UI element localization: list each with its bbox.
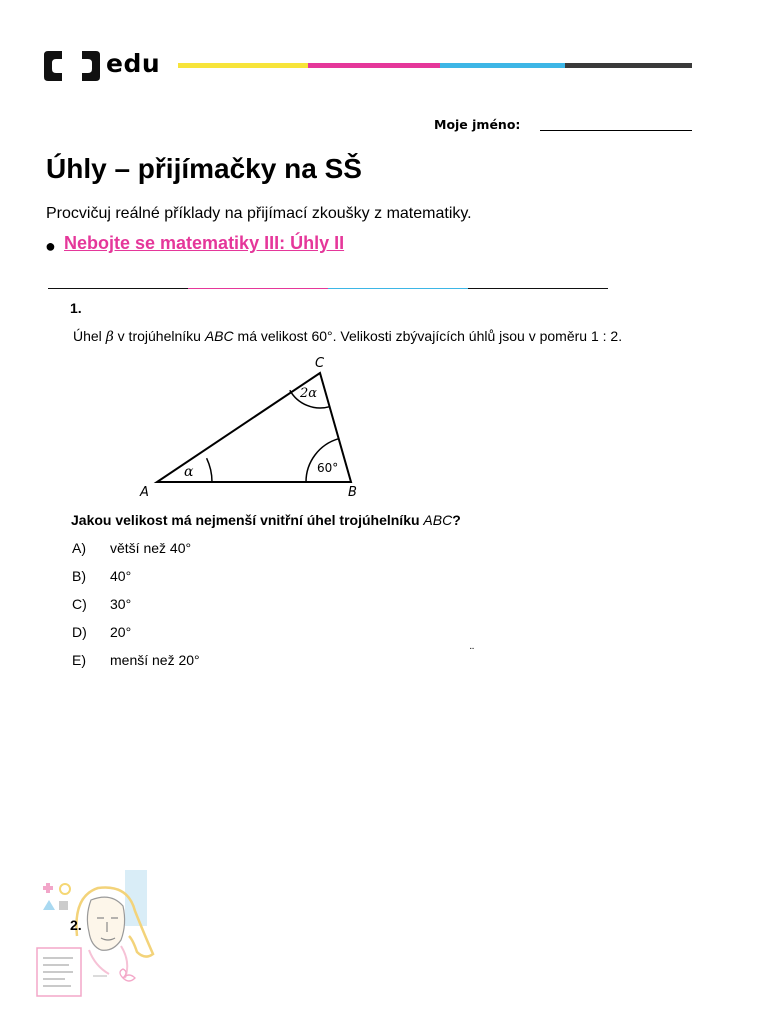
question-1-prompt: Jakou velikost má nejmenší vnitřní úhel trojúhelníku ABC? — [71, 512, 461, 528]
header-stripe-yellow — [178, 63, 308, 68]
question-1-text: Úhel β v trojúhelníku ABC má velikost 60°. Velikosti zbývajících úhlů jsou v poměru 1 : 2. — [73, 328, 623, 345]
vertex-a-label: A — [140, 485, 149, 500]
angle-b-label: 60° — [317, 461, 339, 475]
answer-option-e[interactable]: E) menší než 20° — [72, 652, 200, 668]
divider-segment-pink — [188, 288, 328, 289]
name-label: Moje jméno: — [434, 117, 521, 132]
logo-text: edu — [106, 49, 161, 78]
triangle-figure — [130, 352, 370, 502]
vertex-b-label: B — [348, 485, 357, 500]
lesson-link[interactable]: Nebojte se matematiky III: Úhly II — [64, 233, 345, 253]
vertex-c-label: C — [315, 356, 325, 371]
divider-segment-dark — [48, 288, 188, 289]
answer-option-b[interactable]: B) 40° — [72, 568, 132, 584]
page-title: Úhly – přijímačky na SŠ — [46, 153, 362, 184]
stray-mark: ¨ — [470, 645, 474, 659]
answer-option-c[interactable]: C) 30° — [72, 596, 132, 612]
header-stripe-pink — [308, 63, 440, 68]
angle-a-label: α — [184, 464, 194, 480]
divider-segment-dark-2 — [468, 288, 608, 289]
header-stripe-dark — [565, 63, 692, 68]
header-stripe-blue — [440, 63, 565, 68]
question-1-number: 1. — [70, 300, 82, 316]
answer-option-a[interactable]: A) větší než 40° — [72, 540, 192, 556]
divider-segment-blue — [328, 288, 468, 289]
intro-text: Procvičuj reálné příklady na přijímací zkoušky z matematiky. — [46, 205, 472, 222]
list-bullet: ● — [45, 236, 56, 256]
question-2-number: 2. — [70, 917, 82, 933]
angle-arc-a — [207, 458, 212, 482]
angle-c-label: 2α — [300, 386, 318, 401]
answer-option-d[interactable]: D) 20° — [72, 624, 132, 640]
decorative-illustration — [33, 866, 158, 998]
name-input-line[interactable] — [540, 130, 692, 131]
